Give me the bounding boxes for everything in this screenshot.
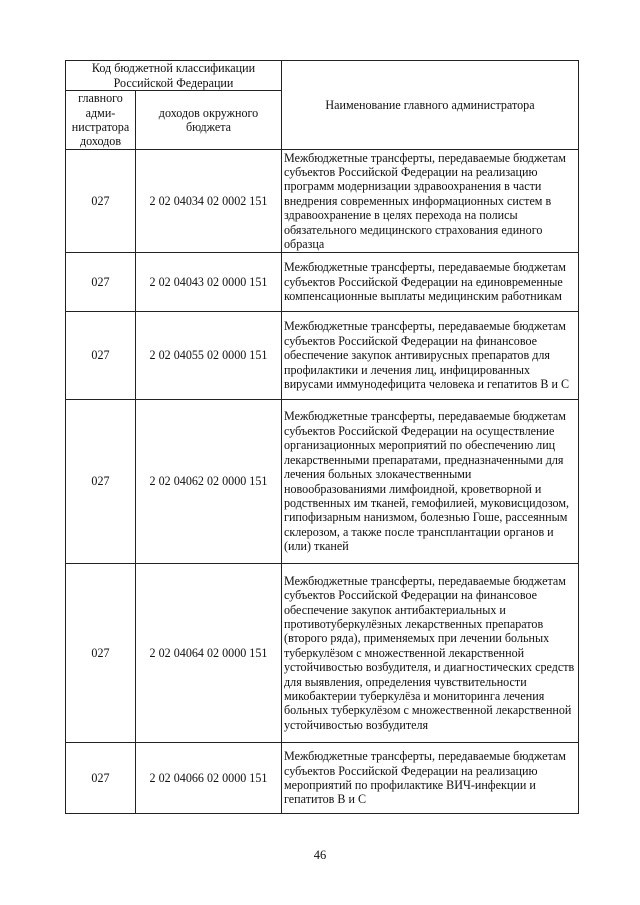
administrator-name-cell: Межбюджетные трансферты, передаваемые бюджетам субъектов Российской Федерации на реализацию программ модернизации здравоохранения в части внедрения современных информационных систем в здравоохранение в целях перехода на полисы обязательного медицинского страхования единого образца <box>282 150 579 253</box>
admin-code-cell: 027 <box>66 253 136 312</box>
administrator-name-cell: Межбюджетные трансферты, передаваемые бюджетам субъектов Российской Федерации на финансовое обеспечение закупок антибактериальных и противотуберкулёзных лекарственных препаратов (второго ряда), применяемых при лечении больных туберкулёзом с множественной лекарственной устойчивостью возбудителя, и диагностических средств для выявления, определения чувствительности микобактерии туберкулёза и мониторинга лечения больных туберкулёзом с множественной лекарственной устойчивостью возбудителя <box>282 564 579 743</box>
admin-code-cell: 027 <box>66 564 136 743</box>
table-row <box>66 400 579 564</box>
budget-code-cell: 2 02 04062 02 0000 151 <box>136 400 282 564</box>
table-row <box>66 150 579 253</box>
table-row <box>66 564 579 743</box>
budget-code-cell: 2 02 04043 02 0000 151 <box>136 253 282 312</box>
administrator-name-cell: Межбюджетные трансферты, передаваемые бюджетам субъектов Российской Федерации на единовременные компенсационные выплаты медицинским работникам <box>282 253 579 312</box>
header-district-budget-revenue: доходов окружного бюджета <box>136 91 282 150</box>
header-classification-code: Код бюджетной классификации Российской Федерации <box>66 61 282 91</box>
table-row <box>66 253 579 312</box>
budget-code-cell: 2 02 04066 02 0000 151 <box>136 743 282 814</box>
administrator-name-cell: Межбюджетные трансферты, передаваемые бюджетам субъектов Российской Федерации на реализацию мероприятий по профилактике ВИЧ-инфекции и гепатитов В и С <box>282 743 579 814</box>
page-number: 46 <box>313 848 327 862</box>
budget-code-cell: 2 02 04064 02 0000 151 <box>136 564 282 743</box>
administrator-name-cell: Межбюджетные трансферты, передаваемые бюджетам субъектов Российской Федерации на финансовое обеспечение закупок антивирусных препаратов для профилактики и лечения лиц, инфицированных вирусами иммунодефицита человека и гепатитов В и С <box>282 312 579 400</box>
budget-code-cell: 2 02 04034 02 0002 151 <box>136 150 282 253</box>
budget-code-cell: 2 02 04055 02 0000 151 <box>136 312 282 400</box>
header-administrator-name: Наименование главного администратора <box>282 61 579 150</box>
table-header-row <box>66 61 579 91</box>
budget-classification-table <box>65 60 579 814</box>
table-row <box>66 312 579 400</box>
table-row <box>66 743 579 814</box>
admin-code-cell: 027 <box>66 312 136 400</box>
header-main-administrator: главного адми-нистратора доходов <box>66 91 136 150</box>
admin-code-cell: 027 <box>66 400 136 564</box>
admin-code-cell: 027 <box>66 743 136 814</box>
administrator-name-cell: Межбюджетные трансферты, передаваемые бюджетам субъектов Российской Федерации на осуществление организационных мероприятий по обеспечению лиц лекарственными препаратами, предназначенными для лечения больных злокачественными новообразованиями лимфоидной, кроветворной и родственных им тканей, гемофилией, муковисцидозом, гипофизарным нанизмом, болезнью Гоше, рассеянным склерозом, а также после трансплантации органов и (или) тканей <box>282 400 579 564</box>
admin-code-cell: 027 <box>66 150 136 253</box>
